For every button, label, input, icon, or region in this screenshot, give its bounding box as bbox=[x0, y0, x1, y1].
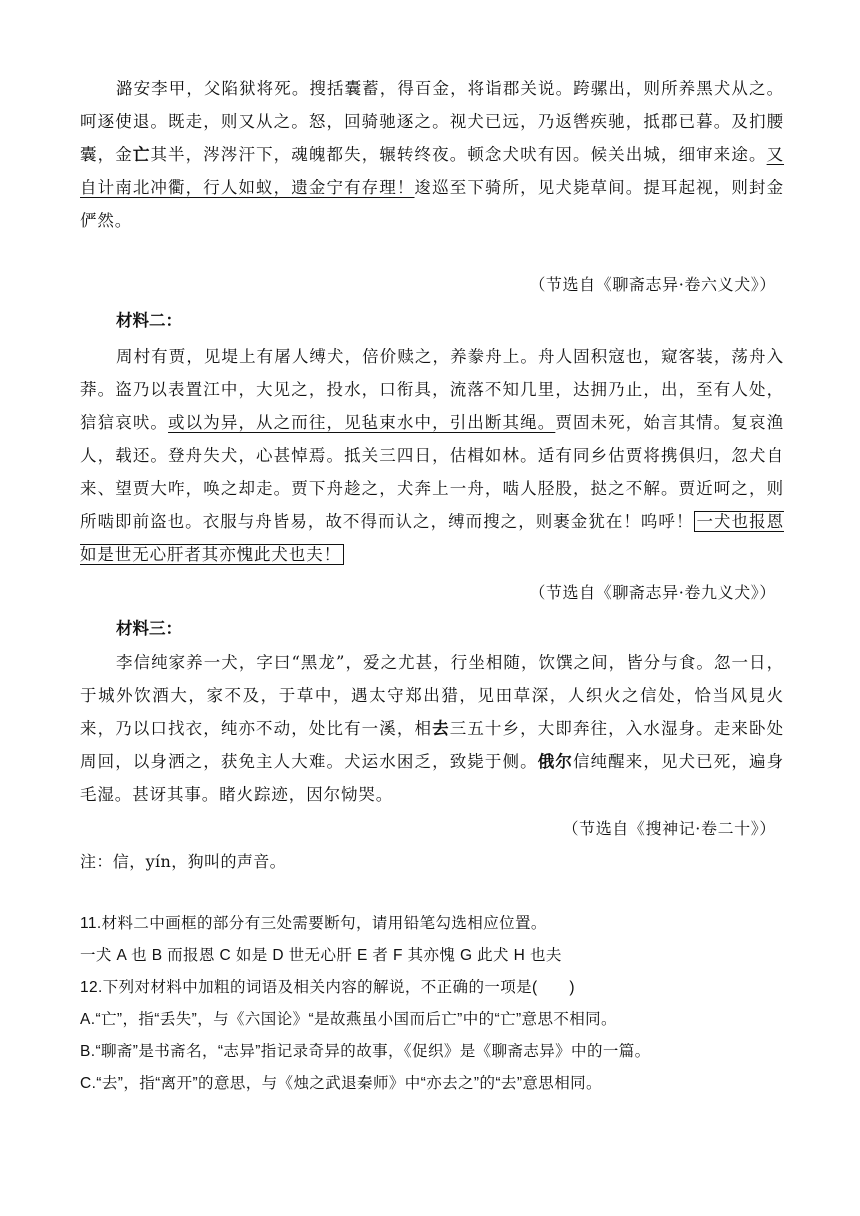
material3-heading: 材料三： bbox=[116, 619, 182, 638]
material1-text-2: 其半，涔涔汗下，魂魄都失，辗转终夜。顿念犬吠有因。候关出城，细审来途。 bbox=[150, 145, 767, 164]
material3-bold-word-2: 俄尔 bbox=[537, 752, 573, 771]
material3-note: 注：信，yín，狗叫的声音。 bbox=[80, 852, 287, 871]
material3-bold-word-1: 去 bbox=[432, 719, 450, 738]
material3-source: （节选自《搜神记·卷二十》） bbox=[562, 819, 776, 838]
question-12-option-b: B.“聊斋”是书斋名，“志异”指记录奇异的故事，《促织》是《聊斋志异》中的一篇。 bbox=[80, 1043, 651, 1060]
material1-source: （节选自《聊斋志异·卷六义犬》） bbox=[529, 275, 776, 294]
material3-text-3: 信纯醒来，见犬已死，遍身毛湿。甚讶其事。睹火踪迹，因尔恸哭。 bbox=[80, 752, 784, 804]
material2-boxed-sentence: 一犬也报恩如是世无心肝者其亦愧此犬也夫！ bbox=[80, 512, 785, 564]
material1-text-3: 逡巡至下骑所，见犬毙草间。提耳起视，则封金俨然。 bbox=[80, 178, 784, 230]
material3-paragraph bbox=[80, 646, 784, 811]
material2-text-2: 贾固未死，始言其情。复哀渔人，载还。登舟失犬，心甚悼焉。抵关三四日，估楫如林。适有同乡估贾将携俱归，忽犬自来、望贾大咋，唤之却走。贾下舟趁之，犬奔上一舟，啮人胫股，挞之不解。贾近呵之，则所啮即前盗也。衣服与舟皆易，故不得而认之，缚而搜之，则裹金犹在！呜呼！ bbox=[80, 413, 785, 531]
material2-underlined-sentence: 或以为异，从之而往，见毡束水中，引出断其绳。 bbox=[168, 413, 556, 432]
question-11: 11.材料二中画框的部分有三处需要断句，请用铅笔勾选相应位置。 bbox=[80, 915, 547, 932]
material2-paragraph bbox=[80, 340, 784, 571]
material1-paragraph bbox=[80, 72, 784, 237]
material2-source: （节选自《聊斋志异·卷九义犬》） bbox=[529, 583, 776, 602]
question-12-option-a: A.“亡”，指“丢失”，与《六国论》“是故燕虽小国而后亡”中的“亡”意思不相同。 bbox=[80, 1011, 617, 1028]
material2-text-1: 周村有贾，见堤上有屠人缚犬，倍价赎之，养豢舟上。舟人固积寇也，窥客装，荡舟入莽。盗乃以表置江中，大见之，投水，口衔具，流落不知几里，达拥乃止，出，至有人处，狺狺哀吠。 bbox=[80, 347, 784, 432]
material1-text-1: 潞安李甲，父陷狱将死。搜括囊蓄，得百金，将诣郡关说。跨骡出，则所养黑犬从之。呵逐使退。既走，则又从之。怒，回骑驰逐之。视犬已远，乃返辔疾驰，抵郡已暮。及扪腰囊，金 bbox=[80, 79, 784, 164]
material1-underlined-sentence: 又自计南北冲衢，行人如蚁，遗金宁有存理！ bbox=[80, 145, 785, 197]
material3-text-2: 三五十乡，大即奔往，入水湿身。走来卧处周回，以身洒之，获免主人大难。犬运水困乏，致毙于侧。 bbox=[80, 719, 785, 771]
question-11-segmentation-line: 一犬 A 也 B 而报恩 C 如是 D 世无心肝 E 者 F 其亦愧 G 此犬 H 也夫 bbox=[80, 947, 562, 964]
material3-text-1: 李信纯家养一犬，字曰“黑龙”，爱之尤甚，行坐相随，饮馔之间，皆分与食。忽一日，于城外饮酒大，家不及，于草中，遇太守郑出猎，见田草深，人织火之信处，恰当风見火来，乃以口找衣，纯亦不动，处比有一溪，相 bbox=[80, 653, 784, 738]
material2-heading: 材料二： bbox=[116, 311, 182, 330]
material1-bold-word: 亡 bbox=[132, 145, 151, 164]
question-12: 12.下列对材料中加粗的词语及相关内容的解说，不正确的一项是( ) bbox=[80, 979, 575, 996]
question-12-option-c: C.“去”，指“离开”的意思，与《烛之武退秦师》中“亦去之”的“去”意思相同。 bbox=[80, 1075, 602, 1092]
